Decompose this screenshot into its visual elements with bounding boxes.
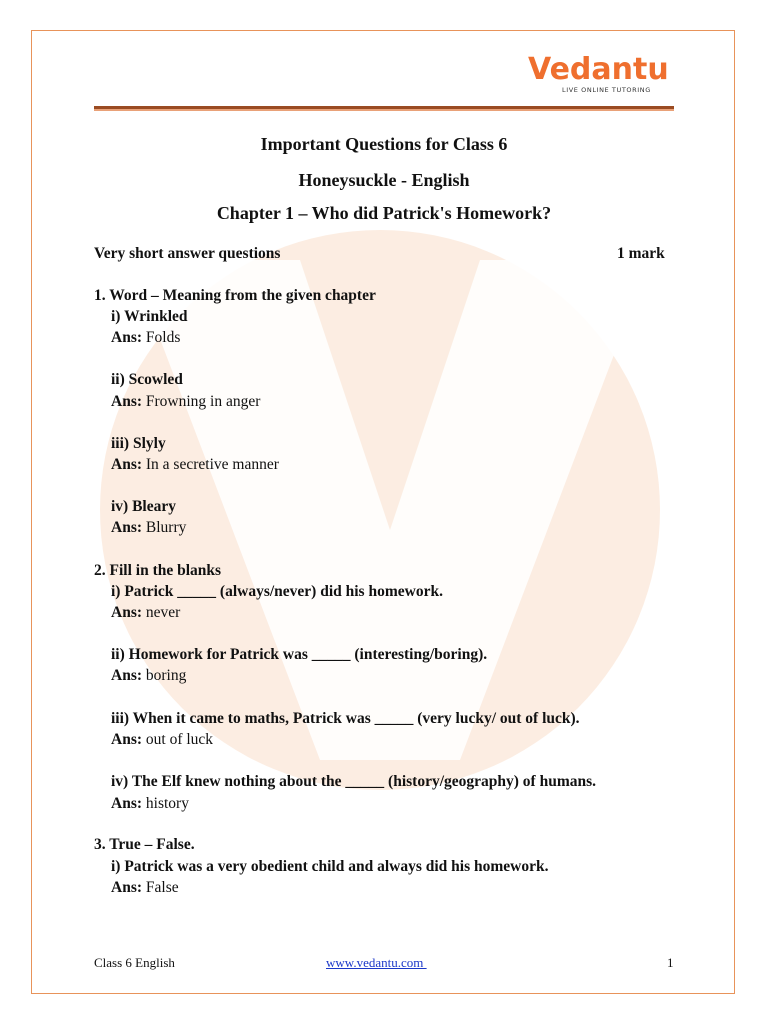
q1-item-3-answer: Ans: In a secretive manner: [111, 456, 279, 473]
q1-item-2-answer: Ans: Frowning in anger: [111, 393, 261, 410]
q1-item-2-question: ii) Scowled: [111, 371, 183, 388]
title-line-3: Chapter 1 – Who did Patrick's Homework?: [216, 203, 552, 223]
logo-name: Vedantu: [528, 52, 669, 87]
title-line-1: Important Questions for Class 6: [260, 134, 508, 154]
footer-website-link[interactable]: www.vedantu.com: [326, 955, 427, 970]
q1-item-4-question: iv) Bleary: [111, 498, 176, 515]
q1-item-4-answer: Ans: Blurry: [111, 519, 187, 536]
section-heading: Very short answer questions: [94, 245, 281, 262]
q1-item-3-question: iii) Slyly: [111, 435, 166, 452]
q2-item-4-question: iv) The Elf knew nothing about the _____ (history/geography) of humans.: [111, 773, 597, 790]
logo-tagline: LIVE ONLINE TUTORING: [562, 86, 651, 94]
footer-page-number: 1: [667, 955, 674, 970]
footer-class-label: Class 6 English: [94, 955, 175, 970]
q2-heading: 2. Fill in the blanks: [94, 562, 222, 579]
q2-item-1-answer: Ans: never: [111, 604, 181, 621]
q2-item-3-question: iii) When it came to maths, Patrick was _____ (very lucky/ out of luck).: [111, 710, 580, 727]
q1-heading: 1. Word – Meaning from the given chapter: [94, 287, 376, 304]
q2-item-2-answer: Ans: boring: [111, 667, 187, 684]
q2-item-3-answer: Ans: out of luck: [111, 731, 214, 748]
q2-item-1-question: i) Patrick _____ (always/never) did his homework.: [111, 583, 443, 600]
vedantu-logo[interactable]: [520, 52, 680, 98]
q3-item-1-answer: Ans: False: [111, 879, 179, 896]
section-marks: 1 mark: [617, 245, 665, 262]
q2-item-2-question: ii) Homework for Patrick was _____ (interesting/boring).: [111, 646, 488, 663]
q2-item-4-answer: Ans: history: [111, 795, 189, 812]
q3-item-1-question: i) Patrick was a very obedient child and always did his homework.: [111, 858, 549, 875]
title-line-2: Honeysuckle - English: [298, 170, 470, 190]
q3-heading: 3. True – False.: [94, 836, 195, 853]
q1-item-1-answer: Ans: Folds: [111, 329, 181, 346]
header-divider: [94, 106, 674, 111]
q1-item-1-question: i) Wrinkled: [111, 308, 188, 325]
